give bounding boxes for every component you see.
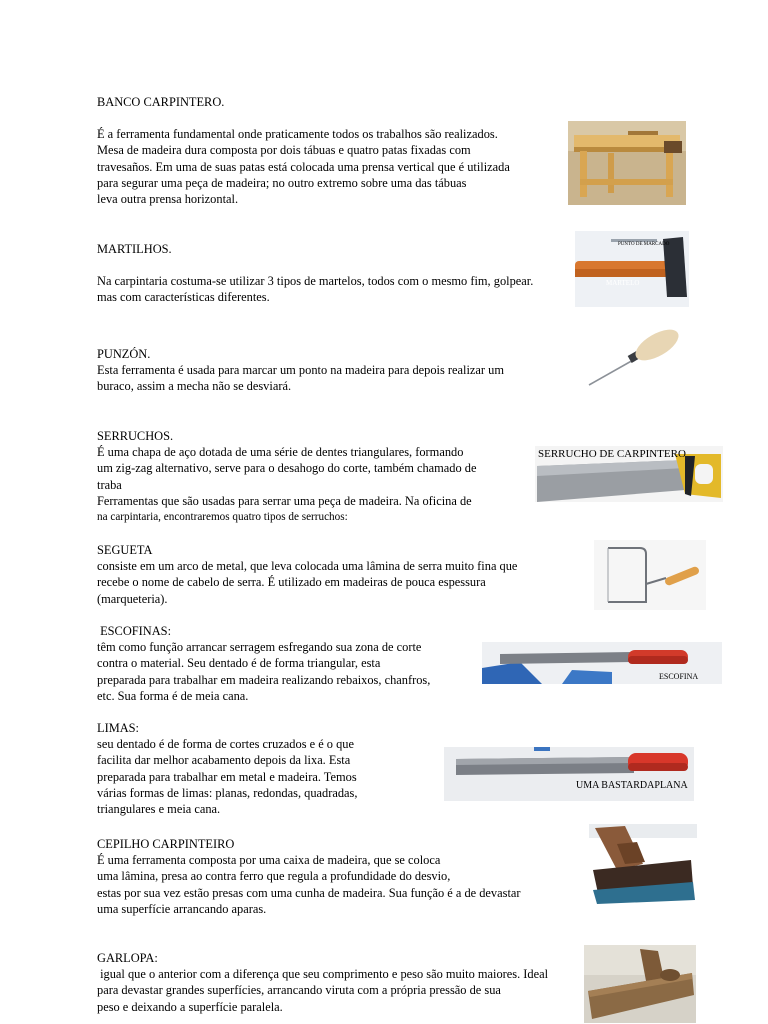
body-line: buraco, assim a mecha não se desviará. (97, 379, 292, 394)
hand-plane-photo-icon (589, 824, 697, 904)
body-line: É uma chapa de aço dotada de uma série de dentes triangulares, formando (97, 445, 464, 460)
body-line: peso e deixando a superfície paralela. (97, 999, 283, 1014)
body-line: contra o material. Seu dentado é de forma triangular, esta (97, 656, 381, 671)
body-line: leva outra prensa horizontal. (97, 192, 239, 207)
body-line: seu dentado é de forma de cortes cruzados e é o que (97, 737, 354, 752)
body-line: consiste em um arco de metal, que leva colocada uma lâmina de serra muito fina que (97, 559, 518, 574)
section-title: GARLOPA: (97, 951, 158, 965)
body-line: Esta ferramenta é usada para marcar um ponto na madeira para depois realizar um (97, 363, 504, 378)
section-title: MARTILHOS. (97, 242, 172, 256)
body-line: mas com características diferentes. (97, 290, 270, 305)
section-title: PUNZÓN. (97, 347, 151, 361)
section-escofinas (97, 623, 430, 704)
section-title: SERRUCHOS. (97, 429, 174, 443)
body-line: É a ferramenta fundamental onde praticamente todos os trabalhos são realizados. (97, 127, 498, 142)
rasp-label: ESCOFINA (659, 672, 699, 681)
body-line: recebe o nome de cabelo de serra. É utilizado em madeiras de pouca espessura (97, 575, 486, 590)
body-line: (marqueteria). (97, 591, 168, 606)
section-martilhos (97, 241, 533, 306)
section-banco-carpintero (97, 94, 510, 207)
body-line: triangulares e meia cana. (97, 802, 221, 817)
body-line: uma lâmina, presa ao contra ferro que regula a profundidade do desvio, (97, 869, 451, 884)
file-label: UMA BASTARDAPLANA (576, 780, 688, 791)
body-line: Mesa de madeira dura composta por dois tábuas e quatro patas fixadas com (97, 143, 471, 158)
body-line: facilita dar melhor acabamento depois da lixa. Esta (97, 753, 351, 768)
body-line: Ferramentas que são usadas para serrar uma peça de madeira. Na oficina de (97, 493, 472, 508)
body-line: traba (97, 477, 122, 492)
section-garlopa (97, 950, 548, 1015)
section-punzon (97, 346, 504, 395)
section-title: ESCOFINAS: (97, 624, 172, 638)
section-title: SEGUETA (97, 543, 153, 557)
body-line: uma superfície arrancando aparas. (97, 901, 267, 916)
body-line: para segurar uma peça de madeira; no outro extremo sobre uma das tábuas (97, 175, 467, 190)
body-line: várias formas de limas: planas, redondas, quadradas, (97, 785, 358, 800)
body-line: igual que o anterior com a diferença que seu comprimento e peso são muito maiores. Ideal (97, 967, 549, 982)
section-cepilho (97, 836, 521, 917)
body-line: preparada para trabalhar em metal e madeira. Temos (97, 769, 357, 784)
section-limas (97, 720, 357, 817)
file-photo-icon (444, 747, 694, 801)
body-line: estas por sua vez estão presas com uma cunha de madeira. Sua função é a de devastar (97, 885, 521, 900)
body-line: um zig-zag alternativo, serve para o desahogo do corte, também chamado de (97, 461, 477, 476)
body-line: etc. Sua forma é de meia cana. (97, 688, 249, 703)
section-title: LIMAS: (97, 721, 139, 735)
body-line: Na carpintaria costuma-se utilizar 3 tipos de martelos, todos com o mesmo fim, golpear. (97, 274, 534, 289)
body-line: têm como função arrancar serragem esfregando sua zona de corte (97, 640, 422, 655)
jointer-plane-photo-icon (584, 945, 696, 1023)
section-title: BANCO CARPINTERO. (97, 95, 225, 109)
body-line: na carpintaria, encontraremos quatro tipos de serruchos: (97, 511, 348, 524)
section-title: CEPILHO CARPINTEIRO (97, 837, 235, 851)
body-line: É uma ferramenta composta por uma caixa de madeira, que se coloca (97, 853, 441, 868)
coping-saw-photo-icon (594, 540, 706, 610)
body-line: para devastar grandes superfícies, arrancando viruta com a própria pressão de sua (97, 983, 501, 998)
body-line: preparada para trabalhar em madeira realizando rebaixos, chanfros, (97, 672, 431, 687)
handsaw-label: SERRUCHO DE CARPINTERO (538, 448, 686, 460)
body-line: travesaños. Em uma de suas patas está colocada uma prensa vertical que é utilizada (97, 159, 510, 174)
section-segueta (97, 542, 517, 607)
section-serruchos (97, 428, 476, 525)
hammer-label-martelo: MARTELO (606, 279, 640, 287)
workbench-photo-icon (568, 121, 686, 205)
awl-photo-icon (585, 325, 687, 389)
hammer-label-punto: PUNTO DE MARCADO (618, 242, 670, 247)
